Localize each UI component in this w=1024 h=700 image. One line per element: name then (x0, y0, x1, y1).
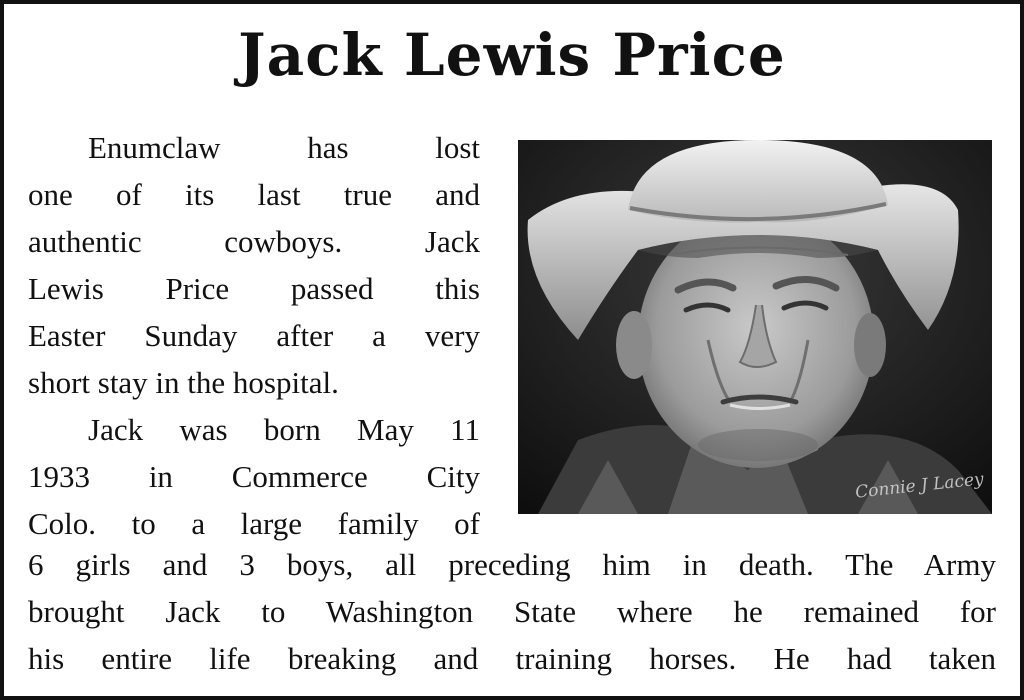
text-column (28, 124, 480, 547)
obituary-title: Jack Lewis Price (238, 21, 786, 89)
portrait-photo (518, 140, 992, 514)
photographer-signature: Connie J Lacey (854, 469, 985, 503)
full-width-text (28, 541, 996, 682)
body-line: brought Jack to Washington State where he remained for (28, 594, 996, 629)
body-line: Enumclaw has lost (88, 130, 480, 165)
body-line: Easter Sunday after a very (28, 318, 480, 353)
body-line: Jack was born May 11 (88, 412, 480, 447)
body-line: authentic cowboys. Jack (28, 224, 480, 259)
body-line: one of its last true and (28, 177, 480, 212)
body-line: 6 girls and 3 boys, all preceding him in death. The Army (28, 547, 996, 582)
body-line: short stay in the hospital. (28, 365, 339, 400)
body-line: Colo. to a large family of (28, 506, 480, 541)
cowboy-portrait-image (518, 140, 992, 514)
body-line: Lewis Price passed this (28, 271, 480, 306)
body-line: his entire life breaking and training horses. He had taken (28, 641, 996, 676)
body-line: 1933 in Commerce City (28, 459, 480, 494)
